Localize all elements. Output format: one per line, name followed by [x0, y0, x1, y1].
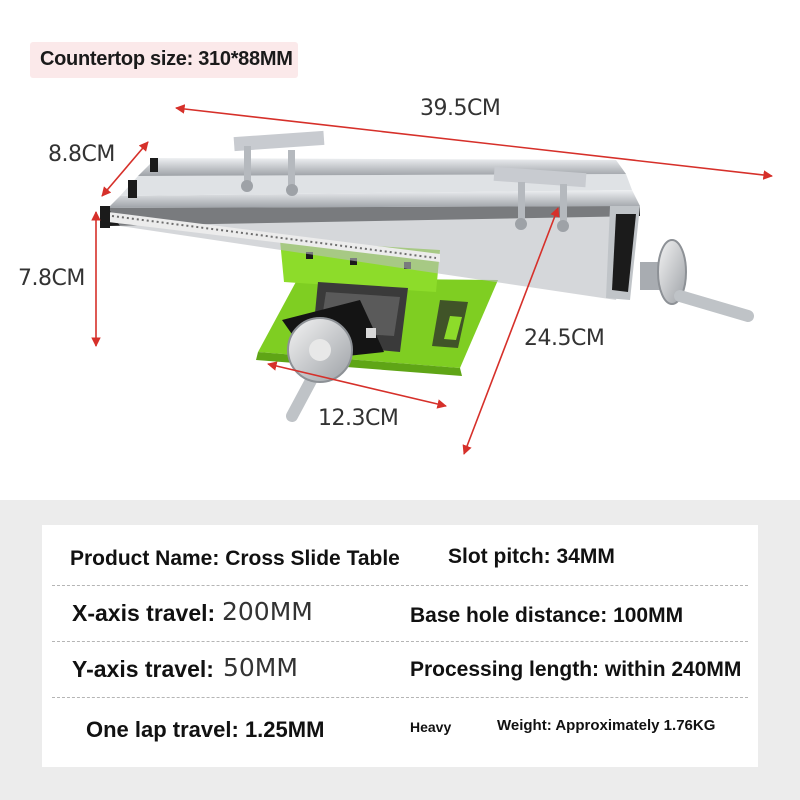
height-dimension: 7.8CM: [18, 266, 85, 291]
x-axis-handwheel[interactable]: [640, 240, 748, 316]
base-dimension: 12.3CM: [318, 406, 399, 431]
depth-dimension: 24.5CM: [524, 326, 605, 351]
product-name: Product Name: Cross Slide Table: [70, 547, 400, 570]
divider: [52, 585, 748, 586]
x-axis-travel-label: X-axis travel:: [72, 600, 216, 626]
heavy-label: Heavy: [410, 719, 452, 735]
divider: [52, 697, 748, 698]
base-hole-distance: Base hole distance: 100MM: [410, 604, 684, 627]
processing-length: Processing length: within 240MM: [410, 658, 742, 681]
x-axis-travel-value: 200MM: [222, 597, 313, 626]
y-axis-travel-value: 50MM: [223, 653, 298, 682]
length-dimension: 39.5CM: [420, 96, 501, 121]
width-dimension: 8.8CM: [48, 142, 115, 167]
countertop-size-text: Countertop size: 310*88MM: [40, 48, 293, 70]
specifications-panel: [0, 500, 800, 800]
one-lap-travel: One lap travel: 1.25MM: [86, 717, 325, 742]
y-axis-travel-label: Y-axis travel:: [72, 656, 214, 682]
divider: [52, 641, 748, 642]
weight: Weight: Approximately 1.76KG: [497, 717, 716, 734]
spec-card: [42, 525, 758, 767]
y-axis-handwheel[interactable]: [288, 318, 352, 416]
slot-pitch: Slot pitch: 34MM: [448, 545, 615, 568]
